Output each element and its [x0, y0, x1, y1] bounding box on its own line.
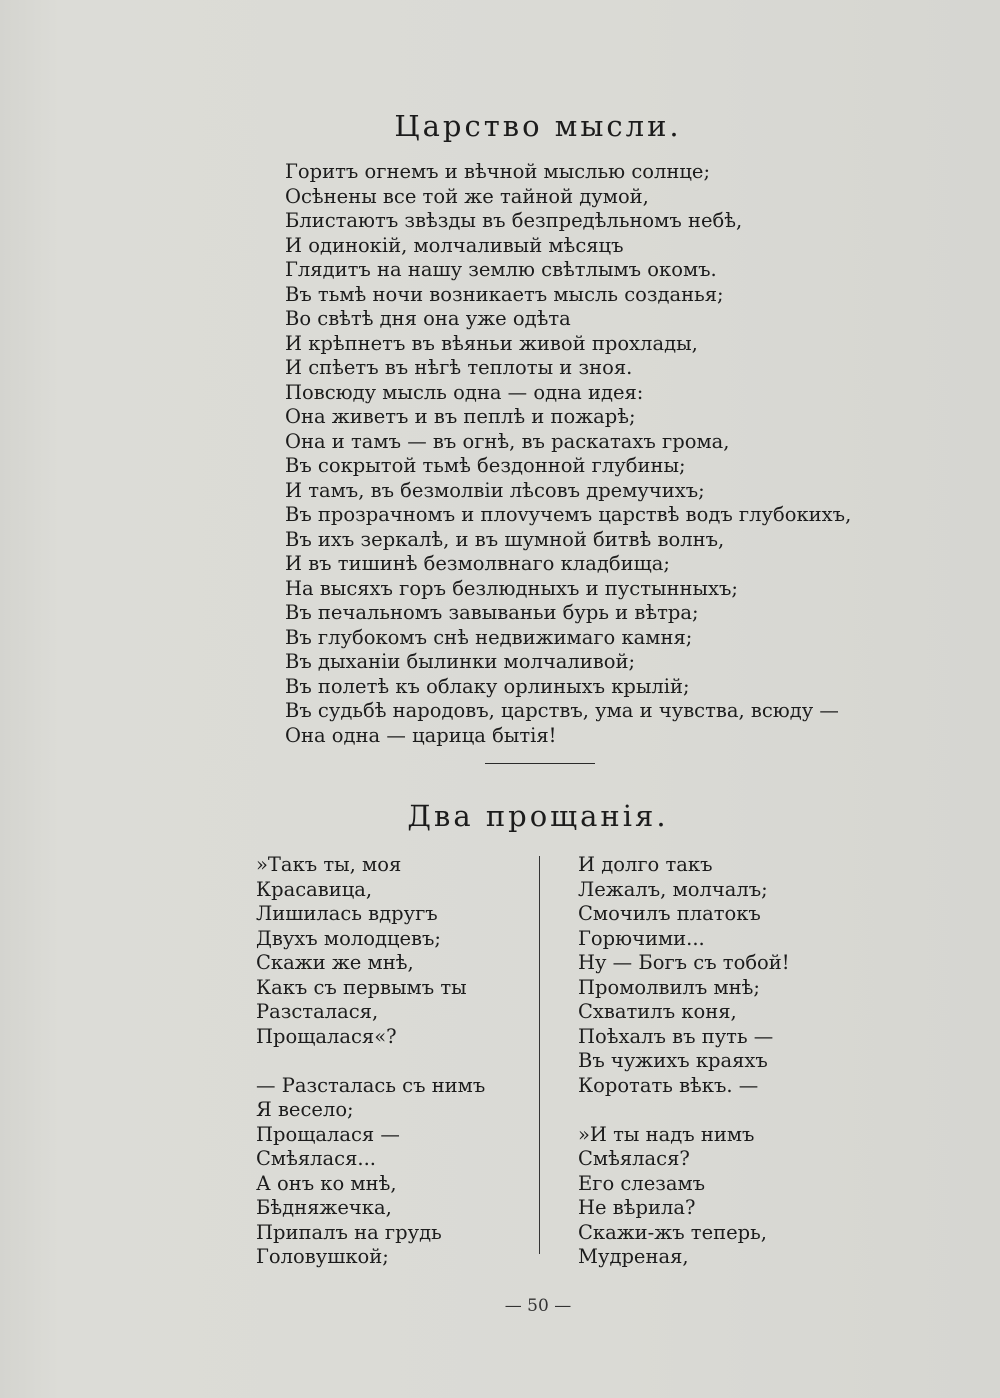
poem-line: Смѣялася... — [256, 1147, 376, 1170]
poem-line: Не вѣрила? — [578, 1196, 696, 1219]
poem-line: Мудреная, — [578, 1245, 689, 1268]
poem-line: Ну — Богъ съ тобой! — [578, 951, 790, 974]
poem-line: Горитъ огнемъ и вѣчной мыслью солнце; — [285, 160, 711, 183]
poem-line: »Такъ ты, моя — [256, 853, 402, 876]
poem-line: Скажи же мнѣ, — [256, 951, 414, 974]
poem-line: Въ ихъ зеркалѣ, и въ шумной битвѣ волнъ, — [285, 527, 725, 551]
poem-line: Она одна — царица бытія! — [285, 723, 557, 747]
poem-column-left — [256, 853, 485, 1270]
poem-line: Въ дыханіи былинки молчаливой; — [285, 650, 636, 673]
stanza-gap — [256, 1049, 485, 1074]
poem-line: Бѣдняжечка, — [256, 1196, 392, 1219]
poem-line: Во свѣтѣ дня она уже одѣта — [285, 307, 571, 330]
stanza-gap — [578, 1098, 790, 1123]
poem-line: — Разсталась съ нимъ — [256, 1073, 486, 1097]
poem-line: Разсталася, — [256, 1000, 379, 1023]
poem-line: Смѣялася? — [578, 1147, 690, 1170]
poem-line: Повсюду мысль одна — одна идея: — [285, 380, 644, 404]
poem-line: Въ судьбѣ народовъ, царствъ, ума и чувства, всюду — — [285, 699, 839, 722]
poem-line: Я весело; — [256, 1098, 354, 1121]
poem-line: Въ полетѣ къ облаку орлиныхъ крылій; — [285, 674, 690, 698]
poem-line: Промолвилъ мнѣ; — [578, 975, 760, 999]
poem-line: Прощалася«? — [256, 1024, 397, 1048]
poem-line: И тамъ, въ безмолвіи лѣсовъ дремучихъ; — [285, 478, 705, 502]
poem-line: Смочилъ платокъ — [578, 902, 761, 925]
poem-line: Въ прозрачномъ и плovучемъ царствѣ водъ глубокихъ, — [285, 503, 852, 526]
column-rule — [539, 856, 540, 1254]
poem-line: Въ сокрытой тьмѣ бездонной глубины; — [285, 454, 686, 477]
poem-line: Горючими... — [578, 926, 705, 950]
poem-line: А онъ ко мнѣ, — [256, 1171, 397, 1195]
poem-line: Она и тамъ — въ огнѣ, въ раскатахъ грома, — [285, 429, 730, 453]
poem-line: Красавица, — [256, 877, 373, 901]
poem-line: Въ печальномъ завываньи бурь и вѣтра; — [285, 601, 699, 624]
poem-line: И крѣпнетъ въ вѣяньи живой прохлады, — [285, 331, 698, 355]
poem-line: Скажи-жъ теперь, — [578, 1220, 767, 1244]
poem-line: Схватилъ коня, — [578, 1000, 737, 1023]
poem-line: Осѣнены все той же тайной думой, — [285, 184, 649, 208]
poem-body — [285, 160, 851, 748]
page-number: — 50 — — [504, 1296, 572, 1316]
poem-line: Глядитъ на нашу землю свѣтлымъ окомъ. — [285, 258, 717, 281]
poem-line: Она живетъ и въ пеплѣ и пожарѣ; — [285, 405, 636, 428]
poem-line: »И ты надъ нимъ — [578, 1122, 755, 1146]
poem-line: На высяхъ горъ безлюдныхъ и пустынныхъ; — [285, 576, 738, 600]
poem-line: Въ чужихъ краяхъ — [578, 1049, 768, 1072]
poem-line: Лишилась вдругъ — [256, 902, 438, 925]
poem-line: Прощалася — — [256, 1122, 400, 1146]
poem-line: Поѣхалъ въ путь — — [578, 1024, 774, 1048]
poem-title-tsarstvo-mysli: Царство мысли. — [394, 109, 682, 143]
poem-line: И долго такъ — [578, 853, 713, 876]
poem-column-right — [578, 853, 790, 1270]
poem-line: Двухъ молодцевъ; — [256, 926, 441, 950]
poem-line: Его слезамъ — [578, 1171, 706, 1195]
poem-line: Коротать вѣкъ. — — [578, 1073, 759, 1097]
poem-line: Въ тьмѣ ночи возникаетъ мысль созданья; — [285, 282, 724, 306]
poem-line: Блистаютъ звѣзды въ безпредѣльномъ небѣ, — [285, 209, 743, 232]
poem-line: И въ тишинѣ безмолвнаго кладбища; — [285, 552, 670, 575]
poem-line: И одинокій, молчаливый мѣсяцъ — [285, 233, 624, 257]
poem-line: Въ глубокомъ снѣ недвижимаго камня; — [285, 625, 693, 649]
poem-line: Припалъ на грудь — [256, 1220, 442, 1244]
poem-line: Какъ съ первымъ ты — [256, 975, 467, 999]
section-divider — [485, 763, 595, 764]
poem-line: Головушкой; — [256, 1245, 389, 1268]
poem-line: Лежалъ, молчалъ; — [578, 877, 768, 901]
poem-line: И спѣетъ въ нѣгѣ теплоты и зноя. — [285, 356, 633, 379]
poem-title-dva-proshchaniya: Два прощанія. — [407, 799, 669, 833]
